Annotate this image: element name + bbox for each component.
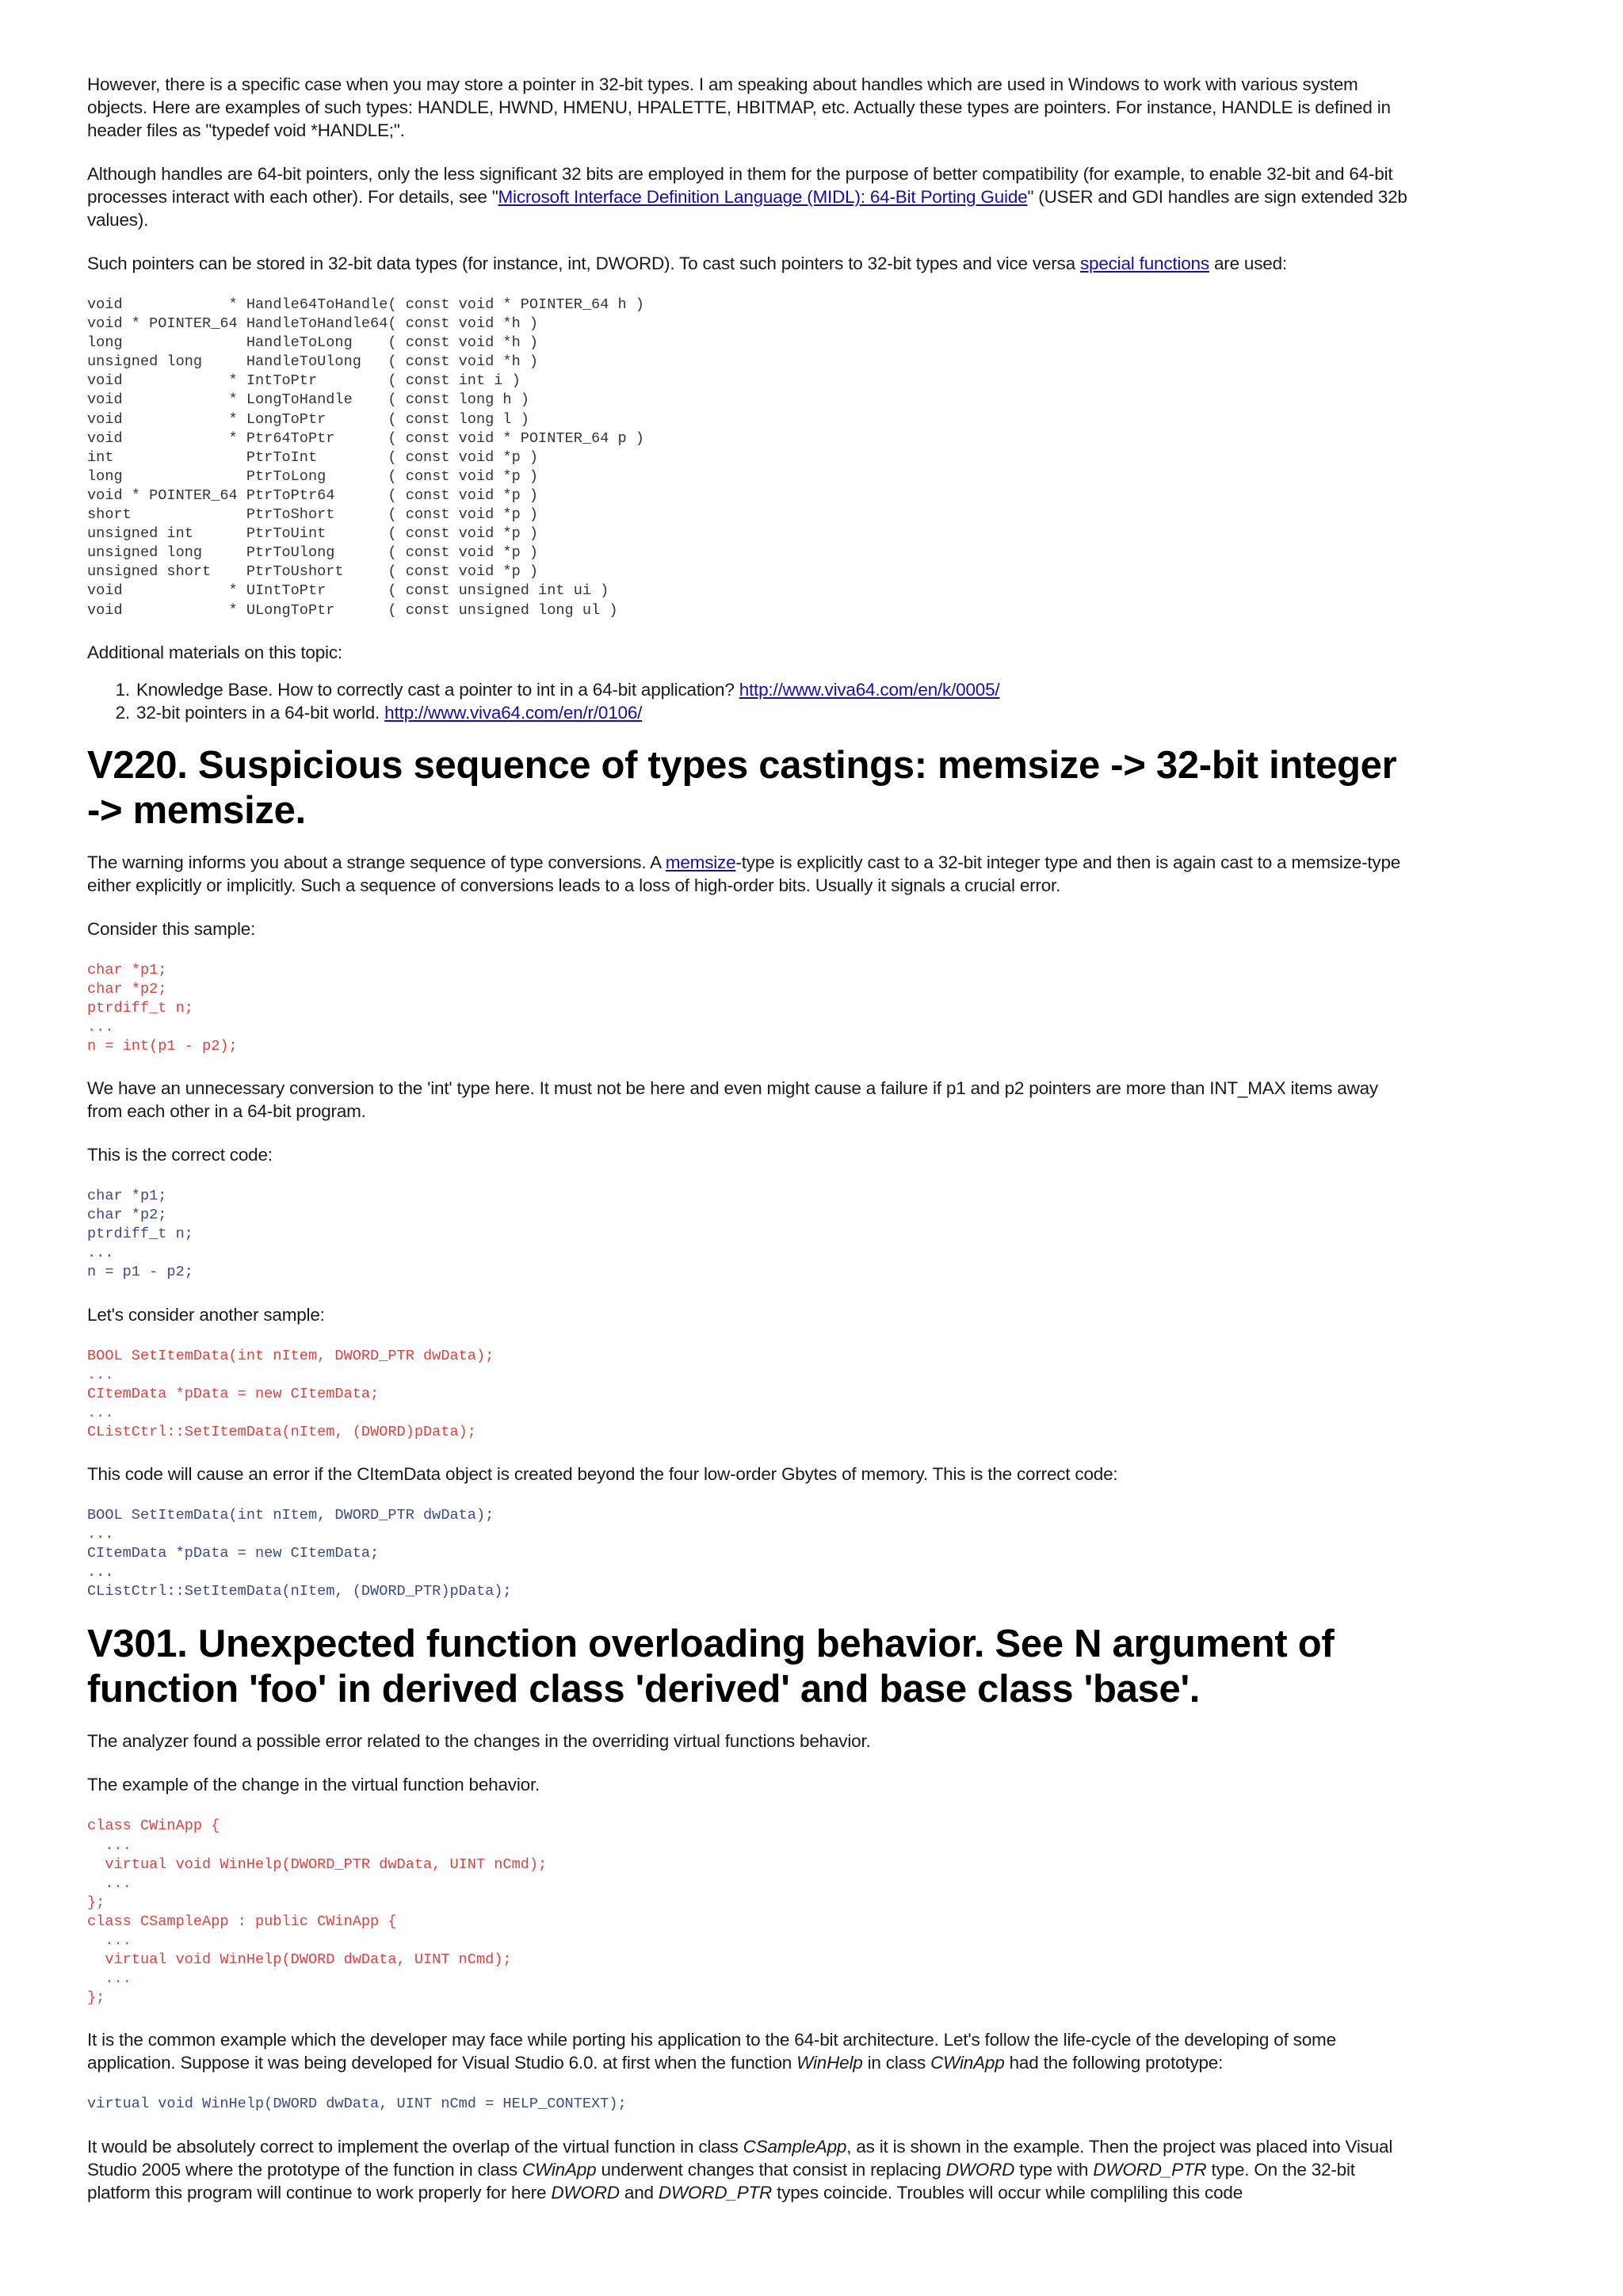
v220-correct-code-2: BOOL SetItemData(int nItem, DWORD_PTR dwData); ... CItemData *pData = new CItemData; ... CListCtrl::SetItemData(nItem, (DWORD_PTR)pData); <box>87 1507 512 1600</box>
text-span: type. On the 32-bit platform this program will continue to work properly for here <box>87 2159 1355 2203</box>
italic-term: DWORD <box>551 2182 620 2203</box>
citemdata-paragraph: This code will cause an error if the CItemData object is created beyond the four low-order Gbytes of memory. This is the correct code: <box>87 1464 1118 1484</box>
v220-incorrect-code-2: BOOL SetItemData(int nItem, DWORD_PTR dwData); ... CItemData *pData = new CItemData; ... CListCtrl::SetItemData(nItem, (DWORD)pData); <box>87 1347 495 1440</box>
italic-term: CWinApp <box>930 2053 1005 2073</box>
document-page <box>87 73 1412 2225</box>
text-span: are used: <box>1209 254 1287 273</box>
list-item-text: Knowledge Base. How to correctly cast a pointer to int in a 64-bit application? <box>136 679 739 700</box>
special-functions-link[interactable]: special functions <box>1079 254 1209 273</box>
handle-functions-code: void * Handle64ToHandle( const void * POINTER_64 h ) void * POINTER_64 HandleToHandle64( const void *h ) long HandleToLong ( const void *h ) unsigned long HandleToUlong ( const void *h ) void * IntToPtr ( const int i ) void * LongToHandle ( const long h ) void * LongToPtr ( const long l ) void * Ptr64ToPtr ( const void * POINTER_64 p ) int PtrToInt ( const void *p ) long PtrToLong ( const void *p ) void * POINTER_64 PtrToPtr64 ( const void *p ) short PtrToShort ( const void *p ) unsigned int PtrToUint ( const void *p ) unsigned long PtrToUlong ( const void *p ) unsigned short PtrToUshort ( const void *p ) void * UIntToPtr ( const unsigned int ui ) void * ULongToPtr ( const unsigned long ul ) <box>87 296 644 619</box>
list-item-text: 32-bit pointers in a 64-bit world. <box>136 702 385 723</box>
handles-intro-paragraph: However, there is a specific case when you may store a pointer in 32-bit types. I am speaking about handles which are used in Windows to work with various system objects. Here are examples of such types: HANDLE, HWND, HMENU, HPALETTE, HBITMAP, etc. Actually these types are pointers. For instance, HANDLE is defined in header files as "typedef void *HANDLE;". <box>87 74 1391 140</box>
additional-materials-label: Additional materials on this topic: <box>87 642 342 662</box>
italic-term: CWinApp <box>521 2159 597 2180</box>
additional-materials-list <box>87 678 1412 724</box>
italic-term: DWORD <box>945 2159 1015 2180</box>
text-span: The warning informs you about a strange sequence of type conversions. A <box>87 852 666 872</box>
italic-term: DWORD_PTR <box>1093 2159 1207 2180</box>
v301-heading: V301. Unexpected function overloading behavior. See N argument of function 'foo' in derived class 'derived' and base class 'base'. <box>87 1623 1335 1711</box>
text-span: types coincide. Troubles will occur while compliling this code <box>772 2182 1243 2203</box>
v301-intro-paragraph: The analyzer found a possible error related to the changes in the overriding virtual functions behavior. <box>87 1731 871 1752</box>
text-span: underwent changes that consist in replacing <box>596 2159 946 2180</box>
text-span: had the following prototype: <box>1004 2053 1224 2073</box>
text-span: in class <box>862 2053 931 2073</box>
text-span: and <box>619 2182 659 2203</box>
text-span: -type is explicitly cast to a 32-bit integer type and then is again cast to a memsize-type either explicitly or implicitly. Such a sequence of conversions leads to a loss of high-order bits. Usually it signals a crucial error. <box>87 852 1401 895</box>
text-span: , as it is shown in the example. Then the project was placed into Visual Studio 2005 where the prototype of the function in class <box>87 2136 1393 2180</box>
v301-example-label: The example of the change in the virtual function behavior. <box>87 1775 540 1795</box>
italic-term: CSampleApp <box>743 2136 847 2157</box>
text-span: " (USER and GDI handles are sign extended 32b values). <box>87 187 1407 230</box>
v220-correct-code-1: char *p1; char *p2; ptrdiff_t n; ... n = p1 - p2; <box>87 1188 193 1281</box>
midl-porting-guide-link[interactable]: Microsoft Interface Definition Language (MIDL): 64-Bit Porting Guide <box>498 187 1028 207</box>
winhelp-prototype-code: virtual void WinHelp(DWORD dwData, UINT nCmd = HELP_CONTEXT); <box>87 2096 627 2113</box>
overlap-paragraph <box>87 2135 1412 2204</box>
text-span: Although handles are 64-bit pointers, only the less significant 32 bits are employed in them for the purpose of better compatibility (for example, to enable 32-bit and 64-bit processes interact with each other). For details, see " <box>87 164 1393 207</box>
text-span: type with <box>1014 2159 1094 2180</box>
italic-term: DWORD_PTR <box>658 2182 773 2203</box>
v301-class-example-code: class CWinApp { ... virtual void WinHelp(DWORD_PTR dwData, UINT nCmd); ... }; class CSampleApp : public CWinApp { ... virtual void WinHelp(DWORD dwData, UINT nCmd); ... }; <box>87 1817 548 2007</box>
special-functions-paragraph <box>87 252 1412 275</box>
text-span: It is the common example which the developer may face while porting his application to the 64-bit architecture. Let's follow the life-cycle of the developing of some application. Suppose it was being developed for Visual Studio 6.0. at first when the function <box>87 2030 1336 2073</box>
italic-term: WinHelp <box>796 2053 863 2073</box>
v220-intro-paragraph <box>87 851 1412 897</box>
consider-sample-label: Consider this sample: <box>87 918 256 939</box>
another-sample-label: Let's consider another sample: <box>87 1304 325 1325</box>
correct-code-label: This is the correct code: <box>87 1145 273 1165</box>
int-conversion-paragraph: We have an unnecessary conversion to the 'int' type here. It must not be here and even might cause a failure if p1 and p2 pointers are more than INT_MAX items away from each other in a 64-bit program. <box>87 1078 1378 1122</box>
list-item <box>135 678 1412 701</box>
kb-0005-link[interactable]: http://www.viva64.com/en/k/0005/ <box>739 679 1000 700</box>
text-span: It would be absolutely correct to implement the overlap of the virtual function in class <box>87 2136 743 2157</box>
list-item <box>135 701 1412 724</box>
v220-heading: V220. Suspicious sequence of types castings: memsize -> 32-bit integer -> memsize. <box>87 743 1397 832</box>
memsize-link[interactable]: memsize <box>665 852 736 872</box>
r-0106-link[interactable]: http://www.viva64.com/en/r/0106/ <box>384 702 643 723</box>
text-span: Such pointers can be stored in 32-bit data types (for instance, int, DWORD). To cast such pointers to 32-bit types and vice versa <box>87 254 1080 273</box>
handles-64bit-paragraph <box>87 162 1412 231</box>
lifecycle-paragraph <box>87 2028 1412 2074</box>
v220-incorrect-code-1: char *p1; char *p2; ptrdiff_t n; ... n = int(p1 - p2); <box>87 961 238 1055</box>
